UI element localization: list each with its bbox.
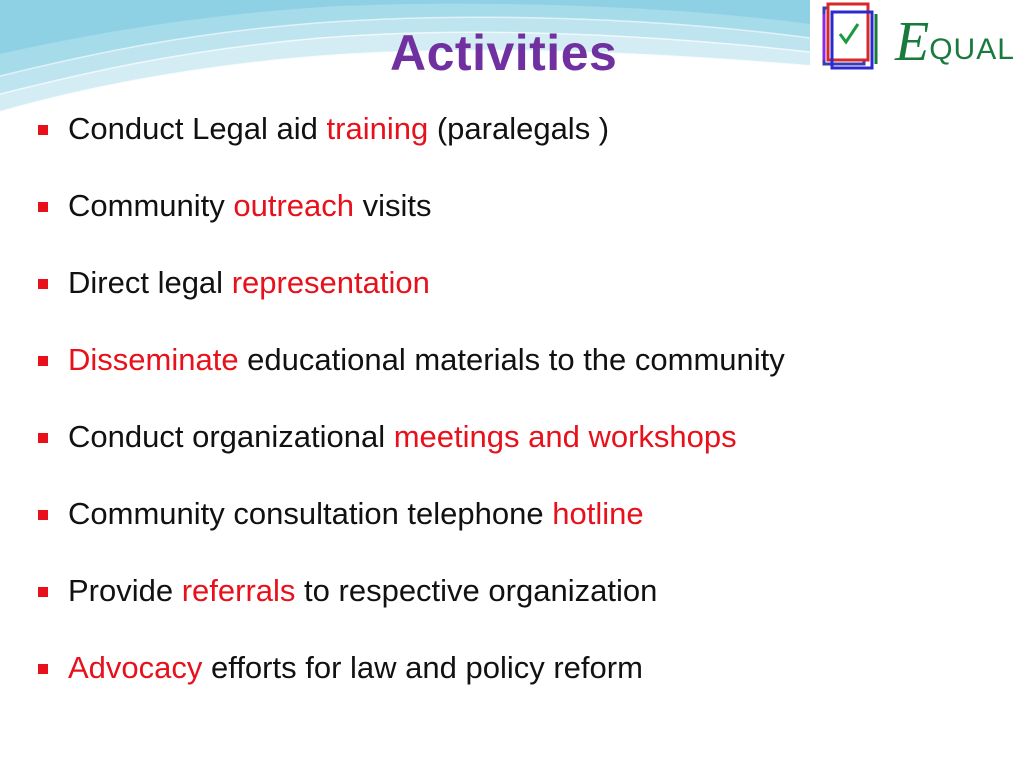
bullet-text-highlight: outreach [233,188,355,223]
bullet-text-before: Conduct organizational [68,419,394,454]
bullet-item [38,404,998,470]
bullet-text-before: Community consultation telephone [68,496,553,531]
logo-letter-e: E [895,11,930,73]
slide-title: Activities [390,25,618,81]
square-bullet-icon [38,356,48,366]
bullet-item [38,481,998,547]
bullet-text-before: Community [68,188,234,223]
bullet-text-highlight: hotline [552,496,644,531]
bullet-text-highlight: referrals [181,573,296,608]
square-bullet-icon [38,510,48,520]
bullet-text-after: (paralegals ) [428,111,610,146]
bullet-text-highlight: Disseminate [68,342,239,377]
square-bullet-icon [38,587,48,597]
bullet-item [38,173,998,239]
bullet-text-after: educational materials to the community [238,342,785,377]
square-bullet-icon [38,125,48,135]
bullet-item [38,327,808,393]
bullet-item [38,96,998,162]
bullet-text-highlight: meetings and workshops [393,419,737,454]
bullet-item [38,558,998,624]
bullet-text-after: visits [354,188,432,223]
bullet-item [38,635,998,701]
square-bullet-icon [38,279,48,289]
activities-bullet-list [38,96,998,712]
square-bullet-icon [38,433,48,443]
bullet-text-highlight: representation [231,265,430,300]
square-bullet-icon [38,202,48,212]
checkmark-document-icon [824,4,876,68]
bullet-text-before: Direct legal [68,265,232,300]
bullet-text-highlight: training [326,111,429,146]
bullet-text-highlight: Advocacy [68,650,203,685]
bullet-text-before: Provide [68,573,182,608]
bullet-text-after: to respective organization [295,573,658,608]
logo-letters-qual: QUAL [929,33,1015,66]
bullet-text-before: Conduct Legal aid [68,111,327,146]
square-bullet-icon [38,664,48,674]
logo-wordmark [895,12,1015,77]
bullet-text-after: efforts for law and policy reform [202,650,643,685]
bullet-item [38,250,998,316]
